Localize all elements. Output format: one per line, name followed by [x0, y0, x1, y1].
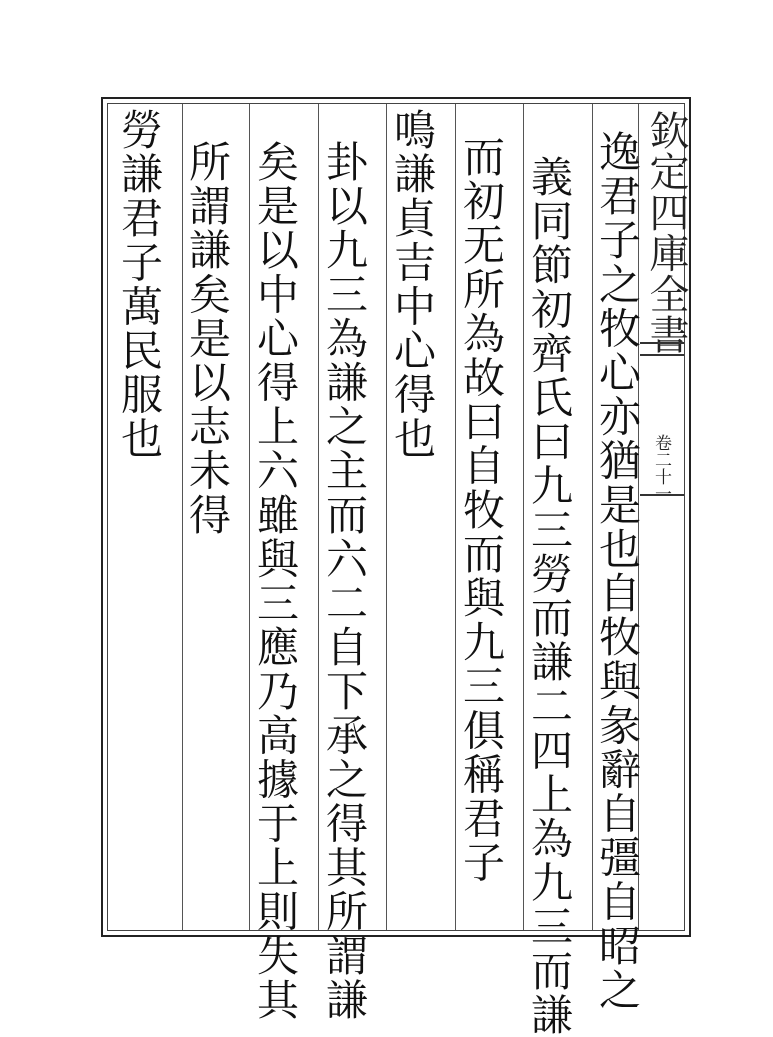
fishtail-mark [640, 342, 684, 356]
text-column-3: 而初无所為故曰自牧而與九三俱稱君子 [457, 135, 506, 885]
column-divider [455, 104, 456, 930]
text-column-2: 義同節初齊氏曰九三勞而謙二四上為九三而謙 [525, 155, 574, 1037]
book-title: 欽定四庫全書 [643, 110, 689, 355]
volume-number: 卷二十一 [651, 434, 671, 502]
text-column-1: 逸君子之牧心亦猶是也自牧與彖辭自彊自昭之 [593, 130, 642, 1012]
text-column-4: 鳴謙貞吉中心得也 [388, 108, 437, 461]
column-divider [386, 104, 387, 930]
column-divider [318, 104, 319, 930]
column-divider [523, 104, 524, 930]
text-column-8: 勞謙君子萬民服也 [115, 108, 164, 461]
margin-rule [640, 494, 684, 496]
text-column-6: 矣是以中心得上六雖與三應乃高據于上則失其 [251, 140, 300, 1022]
text-column-5: 卦以九三為謙之主而六二自下承之得其所謂謙 [320, 140, 369, 1022]
column-divider [249, 104, 250, 930]
text-column-7: 所謂謙矣是以志未得 [183, 140, 232, 537]
